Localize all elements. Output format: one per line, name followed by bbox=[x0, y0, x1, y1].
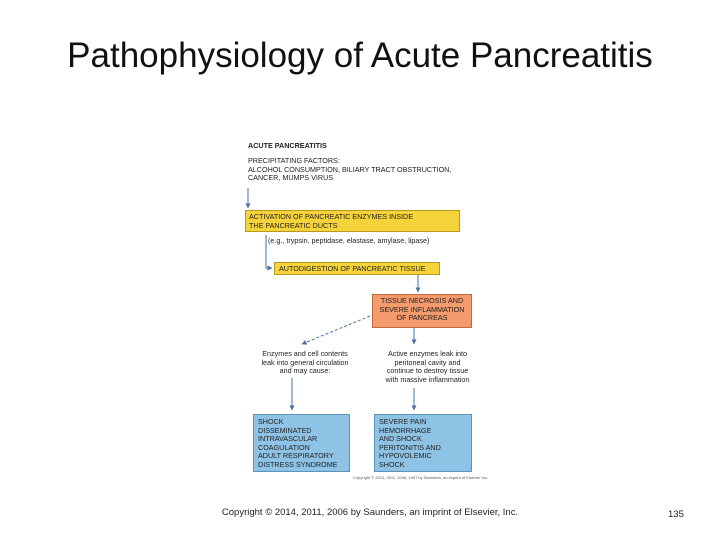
left-note: Enzymes and cell contents leak into general circulation and may cause: bbox=[261, 349, 349, 376]
activation-box: ACTIVATION OF PANCREATIC ENZYMES INSIDE THE PANCREATIC DUCTS bbox=[245, 210, 460, 232]
precipitating-factors: PRECIPITATING FACTORS: ALCOHOL CONSUMPTION, BILIARY TRACT OBSTRUCTION, CANCER, MUMPS VIRUS bbox=[248, 156, 452, 183]
copyright-footer: Copyright © 2014, 2011, 2006 by Saunders, an imprint of Elsevier, Inc. bbox=[221, 507, 519, 518]
necrosis-box: TISSUE NECROSIS AND SEVERE INFLAMMATION OF PANCREAS bbox=[372, 294, 472, 328]
right-outcomes-box: SEVERE PAIN HEMORRHAGE AND SHOCK PERITONITIS AND HYPOVOLEMIC SHOCK bbox=[374, 414, 472, 472]
pathophysiology-diagram bbox=[230, 130, 490, 490]
arrow-necrosis-to-left-note bbox=[302, 316, 370, 344]
right-note: Active enzymes leak into peritoneal cavity and continue to destroy tissue with massive inflammation bbox=[385, 349, 470, 384]
left-outcomes-box: SHOCK DISSEMINATED INTRAVASCULAR COAGULATION ADULT RESPIRATORY DISTRESS SYNDROME bbox=[253, 414, 350, 472]
page-number: 135 bbox=[668, 509, 684, 520]
diagram-heading: ACUTE PANCREATITIS bbox=[248, 141, 327, 150]
figure-credit: Copyright © 2014, 2011, 2006, 1997 by Saunders, an imprint of Elsevier Inc. bbox=[353, 475, 488, 480]
enzymes-examples: (e.g., trypsin, peptidase, elastase, amylase, lipase) bbox=[268, 236, 430, 245]
slide-title: Pathophysiology of Acute Pancreatitis bbox=[67, 36, 653, 75]
autodigestion-box: AUTODIGESTION OF PANCREATIC TISSUE bbox=[274, 262, 440, 275]
